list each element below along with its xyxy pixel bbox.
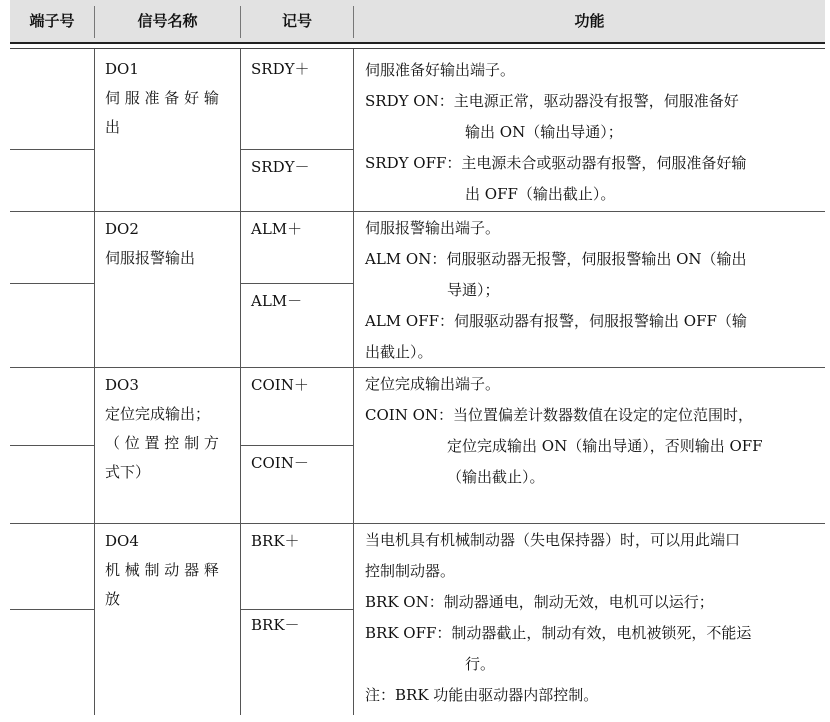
function-line: ALM ON：伺服驱动器无报警，伺服报警输出 ON（输出: [365, 250, 747, 268]
signal-name-line: 伺服报警输出: [105, 249, 196, 267]
symbol-plus: COIN＋: [251, 376, 309, 394]
signal-name-line: 放: [105, 590, 121, 608]
symbol-split: [240, 445, 353, 446]
function-line: 伺服准备好输出端子。: [365, 61, 516, 79]
function-cell: [365, 525, 751, 711]
symbol-plus: ALM＋: [251, 220, 303, 238]
column-divider: [353, 49, 354, 715]
signal-name-cell: [105, 55, 219, 142]
terminal-split: [10, 149, 94, 150]
row-divider: [10, 211, 825, 212]
symbol-minus: ALM－: [251, 292, 303, 310]
signal-name-cell: [105, 215, 195, 273]
signal-name-line: 式下）: [105, 463, 151, 481]
function-line: 输出 ON（输出导通）；: [465, 123, 623, 141]
signal-name-cell: [105, 371, 219, 487]
signal-code: DO4: [105, 532, 139, 550]
header-function: 功能: [574, 12, 605, 30]
function-line: （输出截止）。: [447, 468, 545, 486]
signal-name-line: 定位完成输出；: [105, 405, 211, 423]
function-line: 导通）；: [447, 281, 500, 299]
function-line: 定位完成输出 ON（输出导通），否则输出 OFF: [447, 437, 763, 455]
function-line: 出截止）。: [365, 343, 433, 361]
signal-name-cell: [105, 527, 219, 614]
header-symbol: 记号: [281, 12, 312, 30]
function-line: 定位完成输出端子。: [365, 375, 501, 393]
function-cell: [365, 369, 763, 493]
signal-table: [10, 48, 825, 715]
terminal-split: [10, 445, 94, 446]
symbol-plus: BRK＋: [251, 532, 300, 550]
function-line: COIN ON：当位置偏差计数器数值在设定的定位范围时，: [365, 406, 754, 424]
signal-code: DO1: [105, 60, 139, 78]
symbol-minus: SRDY－: [251, 158, 310, 176]
function-line: 当电机具有机械制动器（失电保持器）时，可以用此端口: [365, 531, 741, 549]
function-line: 出 OFF（输出截止）。: [465, 185, 616, 203]
terminal-split: [10, 609, 94, 610]
symbol-split: [240, 149, 353, 150]
symbol-split: [240, 609, 353, 610]
signal-name-line: 机 械 制 动 器 释: [105, 561, 219, 579]
symbol-plus: SRDY＋: [251, 60, 310, 78]
function-line: 注：BRK 功能由驱动器内部控制。: [365, 686, 599, 704]
signal-code: DO3: [105, 376, 139, 394]
function-line: BRK OFF：制动器截止，制动有效，电机被锁死，不能运: [365, 624, 752, 642]
function-line: 行。: [465, 655, 496, 673]
signal-name-line: （ 位 置 控 制 方: [105, 434, 219, 452]
header-terminal-no: 端子号: [29, 12, 75, 30]
table-header: [10, 0, 825, 44]
signal-code: DO2: [105, 220, 139, 238]
signal-name-line: 出: [105, 118, 121, 136]
function-line: SRDY OFF：主电源未合或驱动器有报警，伺服准备好输: [365, 154, 747, 172]
signal-name-line: 伺 服 准 备 好 输: [105, 89, 219, 107]
terminal-split: [10, 283, 94, 284]
symbol-split: [240, 283, 353, 284]
row-divider: [10, 523, 825, 524]
header-signal-name: 信号名称: [137, 12, 198, 30]
function-line: 控制制动器。: [365, 562, 456, 580]
function-cell: [365, 213, 747, 368]
function-line: SRDY ON：主电源正常，驱动器没有报警，伺服准备好: [365, 92, 739, 110]
function-line: 伺服报警输出端子。: [365, 219, 501, 237]
column-divider: [94, 49, 95, 715]
symbol-minus: BRK－: [251, 616, 300, 634]
symbol-minus: COIN－: [251, 454, 309, 472]
function-cell: [365, 55, 746, 210]
function-line: BRK ON：制动器通电，制动无效，电机可以运行；: [365, 593, 714, 611]
function-line: ALM OFF：伺服驱动器有报警，伺服报警输出 OFF（输: [365, 312, 747, 330]
